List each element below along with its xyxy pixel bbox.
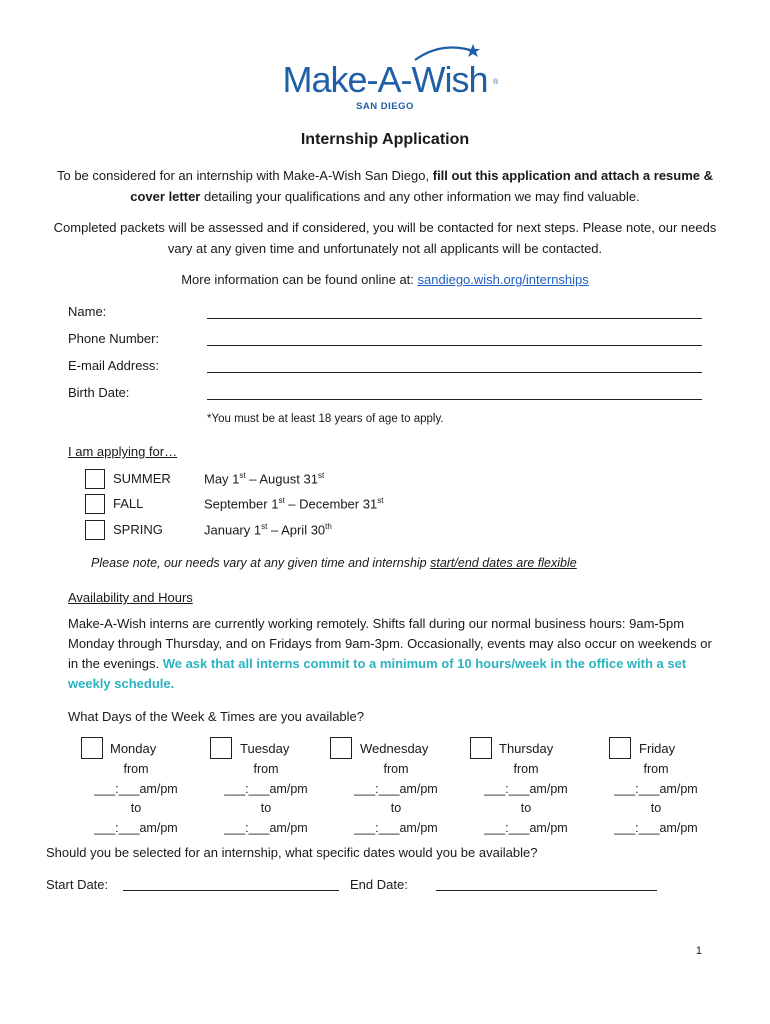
monday-label: Monday	[110, 741, 157, 756]
flexible-dates-note: Please note, our needs vary at any given time and internship start/end dates are flexible	[91, 556, 577, 570]
wednesday-start-time[interactable]: ___:___am/pm	[354, 781, 438, 796]
email-field[interactable]	[207, 372, 702, 373]
commitment-note: We ask that all interns commit to a minimum of 10 hours/week in the office with a set weekly schedule.	[68, 656, 687, 691]
availability-heading: Availability and Hours	[68, 590, 193, 605]
logo-wordmark: Make-A-Wish	[282, 59, 488, 100]
internships-link[interactable]: sandiego.wish.org/internships	[417, 272, 589, 287]
thursday-times: from ___:___am/pm to ___:___am/pm	[461, 760, 591, 838]
monday-checkbox[interactable]	[81, 737, 103, 759]
summer-label: SUMMER	[113, 471, 171, 486]
monday-end-time[interactable]: ___:___am/pm	[94, 820, 178, 835]
thursday-end-time[interactable]: ___:___am/pm	[484, 820, 568, 835]
start-date-field[interactable]	[123, 890, 339, 891]
name-label: Name:	[68, 304, 107, 319]
page-title: Internship Application	[300, 131, 470, 148]
fall-label: FALL	[113, 496, 144, 511]
intro-text-end: detailing your qualifications and any other information we may find valuable.	[200, 189, 640, 204]
tuesday-start-time[interactable]: ___:___am/pm	[224, 781, 308, 796]
intro-text: To be considered for an internship with Make-A-Wish San Diego,	[56, 168, 433, 183]
wednesday-end-time[interactable]: ___:___am/pm	[354, 820, 438, 835]
wednesday-checkbox[interactable]	[330, 737, 352, 759]
star-icon	[466, 44, 480, 57]
tuesday-end-time[interactable]: ___:___am/pm	[224, 820, 308, 835]
thursday-checkbox[interactable]	[470, 737, 492, 759]
end-date-field[interactable]	[436, 890, 657, 891]
email-label: E-mail Address:	[68, 358, 160, 373]
monday-start-time[interactable]: ___:___am/pm	[94, 781, 178, 796]
birth-date-label: Birth Date:	[68, 385, 130, 400]
start-date-label: Start Date:	[46, 877, 109, 892]
more-info-text: More information can be found online at:	[181, 272, 418, 287]
wednesday-times: from ___:___am/pm to ___:___am/pm	[331, 760, 461, 838]
birth-date-field[interactable]	[207, 399, 702, 400]
monday-times: from ___:___am/pm to ___:___am/pm	[71, 760, 201, 838]
tuesday-label: Tuesday	[240, 741, 290, 756]
tuesday-checkbox[interactable]	[210, 737, 232, 759]
spring-label: SPRING	[113, 522, 163, 537]
fall-checkbox[interactable]	[85, 494, 105, 514]
days-question: What Days of the Week & Times are you available?	[68, 709, 365, 724]
friday-end-time[interactable]: ___:___am/pm	[614, 820, 698, 835]
end-date-label: End Date:	[350, 877, 408, 892]
page-number: 1	[695, 945, 702, 957]
make-a-wish-logo	[0, 40, 770, 114]
tuesday-times: from ___:___am/pm to ___:___am/pm	[201, 760, 331, 838]
friday-label: Friday	[639, 741, 676, 756]
availability-body: Make-A-Wish interns are currently working remotely. Shifts fall during our normal business hours: 9am-5pm Monday through Thursday, and on Fridays from 9am-3pm. Occasionally, events may also occur on weekends or in the evenings. We ask that all interns commit to a minimum of 10 hours/week in the office with a set weekly schedule.	[68, 616, 712, 691]
spring-checkbox[interactable]	[85, 520, 105, 540]
applying-heading: I am applying for…	[68, 444, 178, 459]
friday-checkbox[interactable]	[609, 737, 631, 759]
registered-mark: ®	[493, 79, 499, 86]
summer-dates: May 1st – August 31st	[204, 471, 325, 487]
thursday-start-time[interactable]: ___:___am/pm	[484, 781, 568, 796]
intro-paragraph-2: Completed packets will be assessed and if considered, you will be contacted for next steps. Please note, our needs vary at any given time and unfortunately not all applicants will be contacted.	[53, 220, 717, 256]
logo-graphic	[265, 40, 505, 114]
summer-checkbox[interactable]	[85, 469, 105, 489]
wednesday-label: Wednesday	[360, 741, 429, 756]
logo-subtitle: SAN DIEGO	[356, 101, 414, 112]
friday-times: from ___:___am/pm to ___:___am/pm	[591, 760, 721, 838]
phone-label: Phone Number:	[68, 331, 160, 346]
spring-dates: January 1st – April 30th	[204, 522, 332, 538]
intro-paragraph-1	[40, 165, 730, 207]
dates-question: Should you be selected for an internship, what specific dates would you be available?	[46, 845, 538, 860]
fall-dates: September 1st – December 31st	[204, 496, 384, 512]
phone-field[interactable]	[207, 345, 702, 346]
name-field[interactable]	[207, 318, 702, 319]
friday-start-time[interactable]: ___:___am/pm	[614, 781, 698, 796]
intro-bold-text: fill out this application and attach a resume & cover letter	[130, 168, 714, 204]
age-requirement-note: *You must be at least 18 years of age to apply.	[207, 413, 444, 425]
thursday-label: Thursday	[499, 741, 554, 756]
intro-paragraph-3	[40, 269, 730, 290]
